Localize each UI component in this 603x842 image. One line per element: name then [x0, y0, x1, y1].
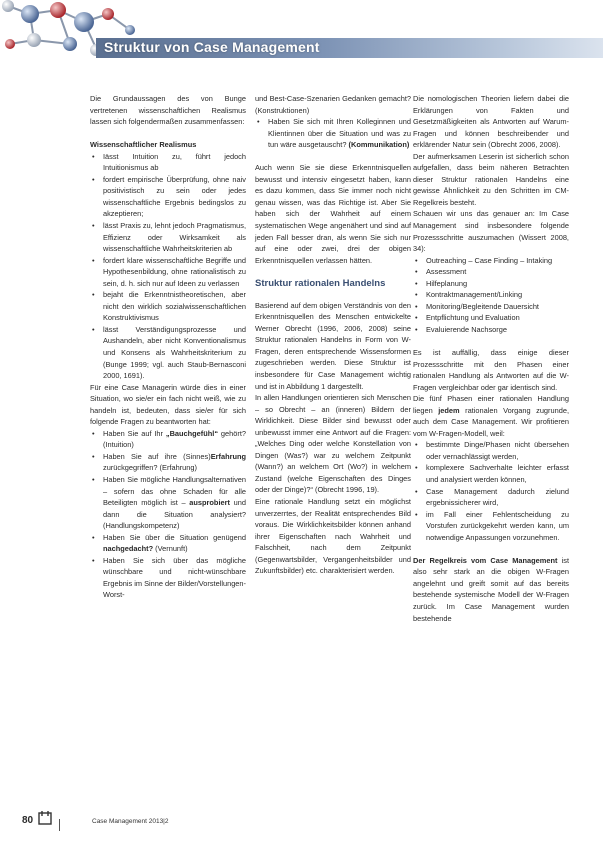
journal-name: Case Management 2013|2	[92, 818, 169, 825]
body-paragraph: Die fünf Phasen einer rationalen Handlung liegen jedem rationalen Vorgang zugrunde, auch dem Case Management. Wir profitieren vom W-Fragen-Modell, weil:	[413, 394, 569, 438]
body-paragraph: Für eine Case Managerin würde dies in einer Situation, wo sie/er ein fach nicht weiß, wie zu handeln ist, bedeuten, dass sie/er für sich folgende Fragen zu beantworten hat:	[90, 382, 246, 427]
body-paragraph: Schauen wir uns das genauer an: Im Case Management sind insbesondere folgende Prozessschritte auszumachen (Wissert 2008, 34):	[413, 209, 569, 254]
body-paragraph: In allen Handlungen orientieren sich Menschen – so Obrecht – an (inneren) Bildern der Wirklichkeit. Diese Bilder sind bewusst oder unbewusst immer eine Antwort auf die Fragen: „Welches Ding oder welche Konstellation von Dingen (Was?) war zu welchem Zeitpunkt (Wann?) an welchem Ort (Wo?) in welchem Zustand (welche Eigenschaften des Dinges oder der Dinge)?“ (Obrecht 1996, 19).	[255, 393, 411, 495]
realism-list	[90, 151, 246, 382]
list-item: • bestimmte Dinge/Phasen nicht übersehen oder vernachlässigt werden,	[413, 439, 569, 462]
list-item: • fordert klare wissenschaftliche Begriffe und Hypothesenbildung, ohne rationalistisch zu sein, d. h. sich nur auf Ideen zu verlassen	[90, 255, 246, 290]
list-item: • Case Management dadurch zielund ergebnissicherer wird,	[413, 486, 569, 509]
page-footer	[22, 815, 582, 831]
page-number: 80	[22, 815, 34, 826]
page-title: Struktur von Case Management	[104, 39, 320, 55]
questions-list	[90, 428, 246, 601]
body-paragraph: Auch wenn Sie sie diese Erkenntnisquellen bewusst und intensiv eingesetzt haben, kann es dazu kommen, dass Sie immer noch nicht genau wissen, was das Richtige ist. Aber Sie haben sich der Wahrheit auf einem systematischen Wege angenähert und sind auf jeden Fall besser dran, als wenn Sie sich nur auf eine oder zwei, drei der obigen Erkenntnisquellen verlassen hätten.	[255, 163, 411, 265]
process-steps-list	[413, 255, 569, 336]
list-item: • Monitoring/Begleitende Dauersicht	[413, 301, 569, 313]
benefits-list	[413, 439, 569, 543]
column-right	[413, 93, 569, 624]
list-item: • Haben Sie sich mit Ihren Kolleginnen und Klientinnen über die Situation und was zu tun wäre ausgetauscht? (Kommunikation)	[255, 116, 411, 151]
list-item: • bejaht die Erkenntnistheoretischen, aber nicht den wirklich sozialwissenschaftlichen Konstruktivismus	[90, 289, 246, 324]
column-left	[90, 93, 246, 601]
list-item: • im Fall einer Fehlentscheidung zu Vorstufen zurückgekehrt werden kann, um notwendige Anpassungen vorzunehmen.	[413, 509, 569, 544]
list-item: • fordert empirische Überprüfung, ohne naiv positivistisch zu sein oder jedes wissenschaftliche Ergebnis bedingslos zu akzeptieren;	[90, 174, 246, 220]
section-heading: Struktur rationalen Handelns	[255, 278, 386, 290]
body-paragraph: Basierend auf dem obigen Verständnis von den Erkenntnisquellen des Menschen entwickelte Werner Obrecht (1996, 2006, 2008) seine Struktur rationalen Handelns in Form von W-Fragen, deren entsprechende Wissensformen zugeschrieben werden. Diese Struktur ist insbesondere für Case Management wichtig und ist in Abbildung 1 dargestellt.	[255, 300, 411, 391]
subheading-realismus: Wissenschaftlicher Realismus	[90, 140, 197, 150]
title-bar	[96, 38, 603, 58]
list-item: • lässt Praxis zu, lehnt jedoch Pragmatismus, Effizienz oder Wirksamkeit als wissenschaftliche Wahrheitskriterien ab	[90, 220, 246, 255]
list-item: • Evaluierende Nachsorge	[413, 324, 569, 336]
list-item: • Haben Sie auf Ihr „Bauchgefühl“ gehört? (Intuition)	[90, 428, 246, 451]
body-paragraph: Der aufmerksamen Leserin ist sicherlich schon aufgefallen, dass beim näheren Betrachten dieser Struktur rationalen Handelns eine gewisse Ähnlichkeit zu den Schritten im CM-Regelkreis besteht.	[413, 151, 569, 207]
journal-logo-icon	[38, 811, 52, 825]
list-item: • Hilfeplanung	[413, 278, 569, 290]
list-item: • komplexere Sachverhalte leichter erfasst und analysiert werden können,	[413, 462, 569, 485]
list-item: • lässt Verständigungsprozesse und Aushandeln, aber nicht Konventionalismus und Konsens als Wahrheitskriterium zu (Bunge 1999; vgl. auch Staub-Bernasconi 2000, 1691).	[90, 324, 246, 382]
questions-list-continued	[255, 116, 411, 151]
header-banner	[0, 0, 603, 62]
list-item: • Entpflichtung und Evaluation	[413, 312, 569, 324]
list-item: • Haben Sie über die Situation genügend nachgedacht? (Vernunft)	[90, 532, 246, 555]
footer-divider	[59, 819, 60, 831]
body-paragraph: Es ist auffällig, dass einige dieser Prozessschritte mit den Phasen einer rationalen Handlung als Antworten auf die W-Fragen vergleichbar oder gar identisch sind.	[413, 347, 569, 392]
list-item: • Iässt Intuition zu, führt jedoch Intuitionismus ab	[90, 151, 246, 174]
body-paragraph: Der Regelkreis vom Case Management ist also sehr stark an die obigen W-Fragen angelehnt und greift somit auf das bereits bestehende systemische Modell der W-Fragen zurück. Im Case Management wurden bestehende	[413, 555, 569, 623]
intro-paragraph: Die Grundaussagen des von Bunge vertretenen wissenschaftlichen Realismus lassen sich folgendermaßen zusammenfassen:	[90, 94, 246, 127]
body-paragraph: Die nomologischen Theorien liefern dabei die Erklärungen von Fakten und Gesetzmäßigkeiten als Antworten auf Warum-Fragen und können beschreibender und erklärender Natur sein (Obrecht 2006, 2008).	[413, 94, 569, 150]
list-item: • Assessment	[413, 266, 569, 278]
list-item: • Kontraktmanagement/Linking	[413, 289, 569, 301]
list-item: • Haben Sie auf ihre (Sinnes)Erfahrung zurückgegriffen? (Erfahrung)	[90, 451, 246, 474]
body-paragraph: Eine rationale Handlung setzt ein möglichst unverzerrtes, der Realität entsprechendes Bild voraus. Die Wirklichkeitsbilder können anhand ihrer Eigenschaften nach Wahrheit und Falschheit, nach dem Zeitpunkt (Gegenwartsbilder, Vergangenheitsbilder und Zukunftsbilder) etc. charakterisiert werden.	[255, 497, 411, 576]
list-item: • Haben Sie mögliche Handlungsalternativen – sofern das ohne Schaden für alle Beteiligten möglich ist – ausprobiert und dann die Situation analysiert? (Handlungskompetenz)	[90, 474, 246, 532]
column-middle	[255, 93, 411, 577]
continued-text: und Best-Case-Szenarien Gedanken gemacht? (Konstruktionen)	[255, 94, 411, 115]
list-item: • Haben Sie sich über das mögliche wünschbare und nicht-wünschbare Ergebnis im Sinne der Bilder/Vorstellungen-Worst-	[90, 555, 246, 601]
list-item: • Outreaching – Case Finding – Intaking	[413, 255, 569, 267]
